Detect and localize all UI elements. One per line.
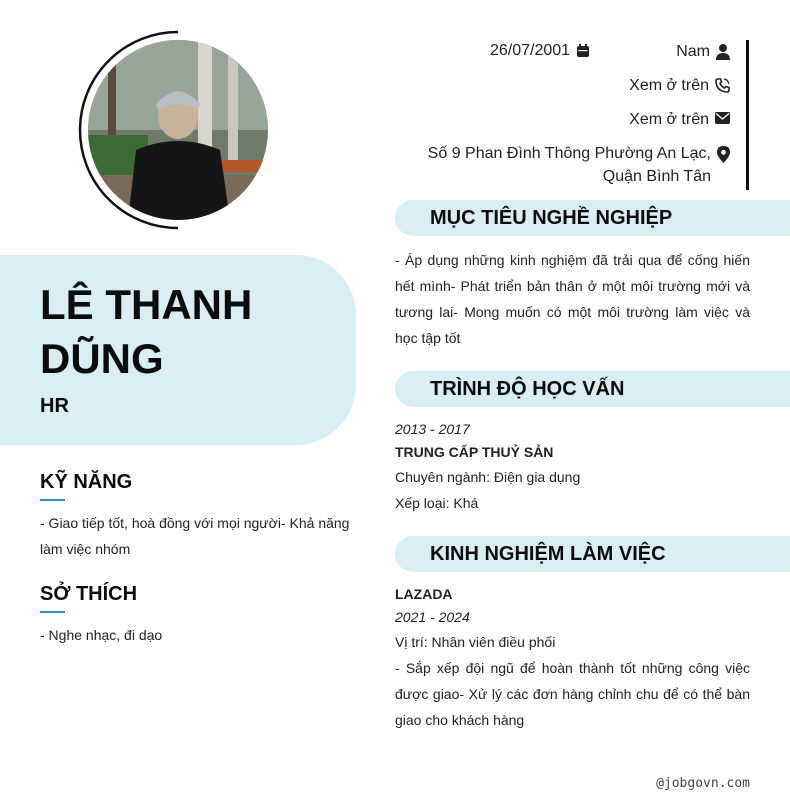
phone-value: Xem ở trên [629,77,709,94]
hobbies-heading: SỞ THÍCH [40,583,138,605]
objective-heading: MỤC TIÊU NGHỀ NGHIỆP [430,207,673,229]
experience-period: 2021 - 2024 [395,609,470,625]
address-value: Số 9 Phan Đình Thông Phường An Lạc, Quận Bình Tân [427,145,711,185]
envelope-icon [715,112,730,124]
phone-icon [715,78,730,93]
experience-description: - Sắp xếp đội ngũ để hoàn thành tốt những công việc được giao- Xử lý các đơn hàng chỉnh chu để có thể bàn giao cho khách hàng [395,660,750,728]
education-major: Chuyên ngành: Điện gia dụng [395,469,581,485]
education-grade: Xếp loại: Khá [395,495,479,511]
skills-heading: KỸ NĂNG [40,471,133,493]
birthdate-value: 26/07/2001 [490,42,571,59]
education-school: TRUNG CẤP THUỶ SẢN [395,444,554,460]
profile-photo [88,40,268,220]
experience-position: Vị trí: Nhân viên điều phối [395,634,556,650]
birthdate [490,42,590,60]
hobbies-text: - Nghe nhạc, đi dạo [40,627,163,643]
job-title: HR [40,395,69,417]
email-value: Xem ở trên [629,111,709,128]
skills-text: - Giao tiếp tốt, hoà đồng với mọi người- Khả năng làm việc nhóm [40,515,350,557]
footer-watermark: @jobgovn.com [656,776,750,791]
skills-underline [40,499,65,501]
user-icon [716,44,730,60]
hobbies-underline [40,611,65,613]
gender-value: Nam [676,43,710,60]
objective-text: - Áp dụng những kinh nghiệm đã trải qua để cống hiến hết mình- Phát triển bản thân ở một môi trường mới và tương lai- Mong muốn có một môi trường làm việc và học tập tốt [395,252,750,346]
gender [676,40,730,63]
calendar-icon [576,44,590,58]
full-name: LÊ THANH DŨNG [40,281,253,382]
phone [629,74,730,97]
education-heading: TRÌNH ĐỘ HỌC VẤN [430,378,625,400]
education-period: 2013 - 2017 [395,421,470,437]
location-pin-icon [717,146,730,163]
experience-company: LAZADA [395,586,453,602]
contact-divider [746,40,749,190]
email [629,108,730,131]
experience-heading: KINH NGHIỆM LÀM VIỆC [430,543,666,565]
address [390,142,730,188]
